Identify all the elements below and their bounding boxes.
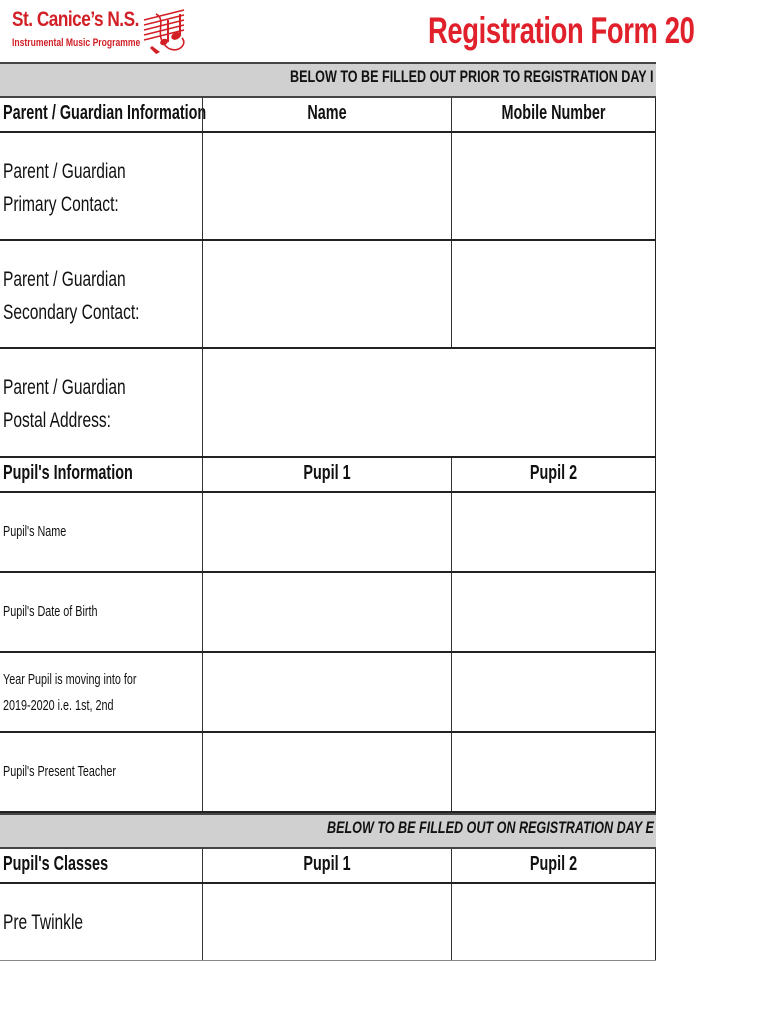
primary-contact-label	[3, 155, 126, 221]
pupil-teacher-row	[0, 733, 656, 813]
pupil-1-dob-field[interactable]	[202, 573, 451, 651]
primary-contact-row	[0, 133, 656, 241]
pupil-1-column-heading: Pupil 1	[303, 853, 351, 875]
label-line-1: Parent / Guardian	[3, 268, 126, 291]
label-line-2: 2019-2020 i.e. 1st, 2nd	[3, 697, 114, 714]
mobile-number-column-heading: Mobile Number	[501, 102, 606, 124]
header-label-cell	[0, 98, 207, 131]
secondary-contact-mobile-field[interactable]	[451, 241, 656, 347]
form-title: Registration Form 20	[428, 10, 695, 51]
pupils-information-header-row	[0, 458, 656, 493]
pre-twinkle-row	[0, 884, 656, 961]
header-mobile-cell	[451, 98, 656, 131]
secondary-contact-name-field[interactable]	[202, 241, 451, 347]
pupil-1-year-field[interactable]	[202, 653, 451, 731]
pupil-name-row	[0, 493, 656, 573]
label-line-1: Year Pupil is moving into for	[3, 671, 137, 688]
header-label-cell	[0, 849, 202, 882]
school-name: St. Canice’s N.S.	[12, 8, 139, 31]
postal-address-row	[0, 349, 656, 458]
form-title-wrapper	[428, 6, 695, 62]
pupil-teacher-label-cell	[0, 733, 202, 811]
postal-address-label	[3, 371, 126, 437]
secondary-contact-label	[3, 263, 139, 329]
pupil-2-dob-field[interactable]	[451, 573, 656, 651]
label-line-1: Parent / Guardian	[3, 160, 126, 183]
header-pupil1-cell	[202, 458, 451, 491]
pupil-2-column-heading: Pupil 2	[529, 853, 578, 875]
secondary-contact-label-cell	[0, 241, 202, 347]
parent-guardian-heading: Parent / Guardian Information	[3, 102, 207, 124]
pupil-2-year-field[interactable]	[451, 653, 656, 731]
pupil-2-teacher-field[interactable]	[451, 733, 656, 811]
banner-text: BELOW TO BE FILLED OUT ON REGISTRATION DAY E	[327, 818, 654, 837]
label-line-2: Postal Address:	[3, 409, 111, 432]
postal-address-field[interactable]	[202, 349, 656, 456]
programme-name: Instrumental Music Programme	[12, 37, 141, 49]
pupil-year-label	[3, 667, 136, 719]
secondary-contact-row	[0, 241, 656, 349]
banner-text: BELOW TO BE FILLED OUT PRIOR TO REGISTRATION DAY I	[290, 67, 654, 86]
name-column-heading: Name	[307, 102, 347, 124]
prior-registration-banner	[0, 62, 656, 98]
pre-twinkle-label: Pre Twinkle	[3, 911, 84, 934]
pupil-1-column-heading: Pupil 1	[303, 462, 351, 484]
label-line-2: Secondary Contact:	[3, 301, 140, 324]
label-line-1: Parent / Guardian	[3, 376, 126, 399]
header-pupil2-cell	[451, 458, 656, 491]
parent-guardian-header-row	[0, 98, 656, 133]
postal-address-label-cell	[0, 349, 202, 456]
primary-contact-mobile-field[interactable]	[451, 133, 656, 239]
music-logo-icon	[138, 6, 194, 56]
pupil-2-name-field[interactable]	[451, 493, 656, 571]
registration-day-banner	[0, 813, 656, 849]
pre-twinkle-pupil-1-field[interactable]	[202, 884, 451, 960]
pupil-dob-label: Pupil's Date of Birth	[3, 603, 98, 620]
pupil-name-label-cell	[0, 493, 202, 571]
primary-contact-name-field[interactable]	[202, 133, 451, 239]
pupil-dob-row	[0, 573, 656, 653]
pupils-classes-header-row	[0, 849, 656, 884]
pupil-2-column-heading: Pupil 2	[529, 462, 578, 484]
pupils-classes-heading: Pupil's Classes	[3, 853, 109, 875]
header-label-cell	[0, 458, 202, 491]
primary-contact-label-cell	[0, 133, 202, 239]
school-logo	[10, 6, 200, 58]
pupil-year-label-cell	[0, 653, 202, 731]
pupil-teacher-label: Pupil's Present Teacher	[3, 763, 116, 780]
header-pupil1-cell	[202, 849, 451, 882]
pupil-dob-label-cell	[0, 573, 202, 651]
label-line-2: Primary Contact:	[3, 193, 119, 216]
header-name-cell	[202, 98, 451, 131]
header-pupil2-cell	[451, 849, 656, 882]
pre-twinkle-label-cell	[0, 884, 202, 960]
pupil-year-row	[0, 653, 656, 733]
pupils-information-heading: Pupil's Information	[3, 462, 133, 484]
pupil-1-name-field[interactable]	[202, 493, 451, 571]
pupil-1-teacher-field[interactable]	[202, 733, 451, 811]
pupil-name-label: Pupil's Name	[3, 523, 67, 540]
pre-twinkle-pupil-2-field[interactable]	[451, 884, 656, 960]
